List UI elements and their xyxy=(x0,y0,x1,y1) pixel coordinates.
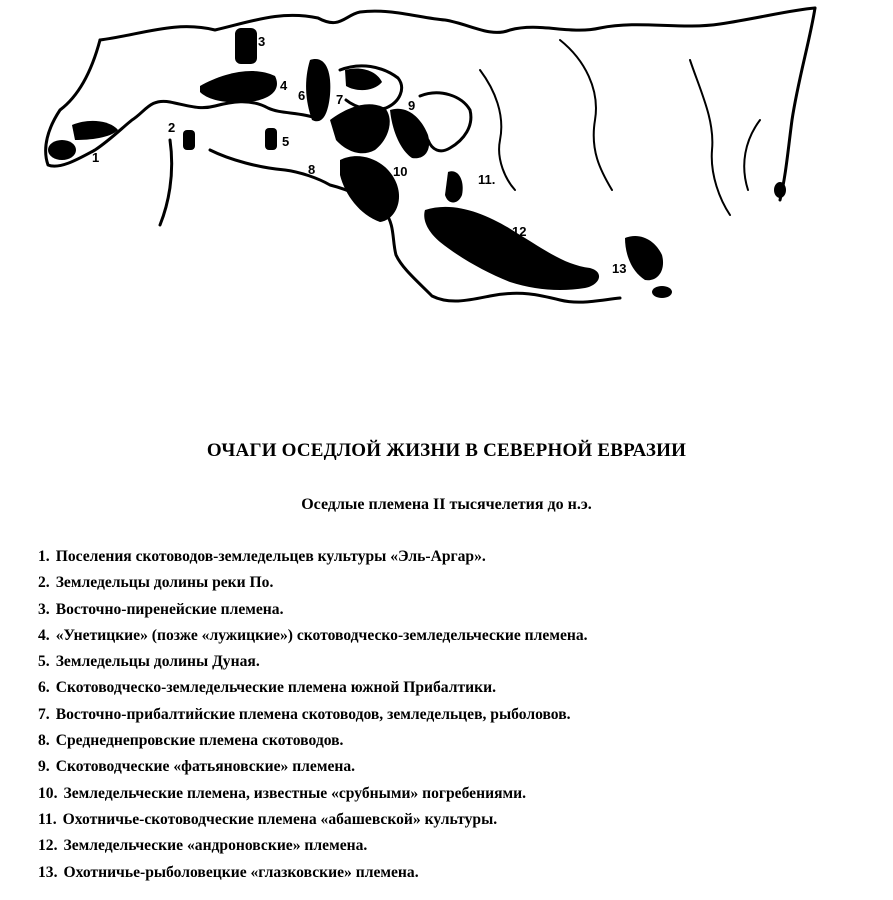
area-2 xyxy=(183,130,195,150)
legend-number: 7. xyxy=(38,705,50,723)
coastline-outline xyxy=(46,8,815,302)
area-1 xyxy=(48,140,76,160)
legend-number: 12. xyxy=(38,837,58,855)
region-label-1: 1 xyxy=(92,150,100,165)
map-subtitle: Оседлые племена II тысячелетия до н.э. xyxy=(301,496,592,513)
legend-number: 4. xyxy=(38,626,50,644)
legend-number: 8. xyxy=(38,732,50,750)
region-label-9: 9 xyxy=(408,98,416,113)
region-label-8: 8 xyxy=(308,162,316,177)
legend-text: Восточно-прибалтийские племена скотоводов, земледельцев, рыболовов. xyxy=(55,705,571,723)
region-label-12: 12 xyxy=(512,224,527,239)
legend-item xyxy=(38,623,878,649)
legend-item xyxy=(38,544,878,570)
legend-item xyxy=(38,754,878,780)
legend-number: 9. xyxy=(38,758,50,776)
area-11 xyxy=(445,171,463,202)
region-label-10: 10 xyxy=(393,164,408,179)
legend-text: Охотничье-рыболовецкие «глазковские» племена. xyxy=(63,863,419,881)
legend-list xyxy=(38,544,878,886)
legend-number: 6. xyxy=(38,679,50,697)
legend-text: Среднеднепровские племена скотоводов. xyxy=(55,732,344,750)
legend-text: Земледельческие «андроновские» племена. xyxy=(63,837,368,855)
legend-item xyxy=(38,702,878,728)
legend-number: 10. xyxy=(38,784,58,802)
legend-number: 11. xyxy=(38,810,57,828)
legend-number: 3. xyxy=(38,600,50,618)
map-title: ОЧАГИ ОСЕДЛОЙ ЖИЗНИ В СЕВЕРНОЙ ЕВРАЗИИ xyxy=(206,440,687,461)
legend-item xyxy=(38,649,878,675)
area-12 xyxy=(424,207,599,290)
settlement-areas xyxy=(48,28,786,298)
area-10 xyxy=(340,156,399,222)
legend-text: Земледельцы долины реки По. xyxy=(55,574,274,592)
area-6 xyxy=(306,59,330,121)
legend-text: Поселения скотоводов-земледельцев культуры «Эль-Аргар». xyxy=(55,548,486,565)
area-7 xyxy=(345,69,382,91)
legend-text: Земледельческие племена, известные «срубными» погребениями. xyxy=(63,784,527,802)
area-8 xyxy=(330,104,390,153)
region-label-2: 2 xyxy=(168,120,176,135)
legend-item xyxy=(38,781,878,807)
legend-text: Скотоводческие «фатьяновские» племена. xyxy=(55,758,356,776)
legend-number: 2. xyxy=(38,574,50,592)
legend-item xyxy=(38,807,878,833)
region-label-5: 5 xyxy=(282,134,290,149)
legend-number: 13. xyxy=(38,863,58,881)
region-label-11: 11. xyxy=(478,172,496,187)
region-label-7: 7 xyxy=(336,92,344,107)
area-east-dot xyxy=(774,182,786,198)
area-5 xyxy=(265,128,277,150)
region-label-6: 6 xyxy=(298,88,306,103)
legend-text: Скотоводческо-земледельческие племена южной Прибалтики. xyxy=(55,679,497,697)
legend-text: Земледельцы долины Дуная. xyxy=(55,653,260,671)
area-4 xyxy=(200,71,277,102)
legend-number: 5. xyxy=(38,653,50,671)
area-9 xyxy=(390,109,429,159)
legend-item xyxy=(38,860,878,886)
eurasia-map xyxy=(0,0,893,380)
legend-text: «Унетицкие» (позже «лужицкие») скотоводческо-земледельческие племена. xyxy=(55,626,588,644)
legend-item xyxy=(38,570,878,596)
region-label-3: 3 xyxy=(258,34,266,49)
legend-item xyxy=(38,728,878,754)
legend-item xyxy=(38,675,878,701)
legend-text: Восточно-пиренейские племена. xyxy=(55,600,284,618)
area-3 xyxy=(235,28,257,64)
legend-item xyxy=(38,597,878,623)
legend-item xyxy=(38,833,878,859)
region-label-4: 4 xyxy=(280,78,288,93)
area-13b xyxy=(652,286,672,298)
area-13 xyxy=(625,236,663,280)
legend-number: 1. xyxy=(38,548,50,565)
region-label-13: 13 xyxy=(612,261,627,276)
legend-text: Охотничье-скотоводческие племена «абашевской» культуры. xyxy=(62,810,498,828)
